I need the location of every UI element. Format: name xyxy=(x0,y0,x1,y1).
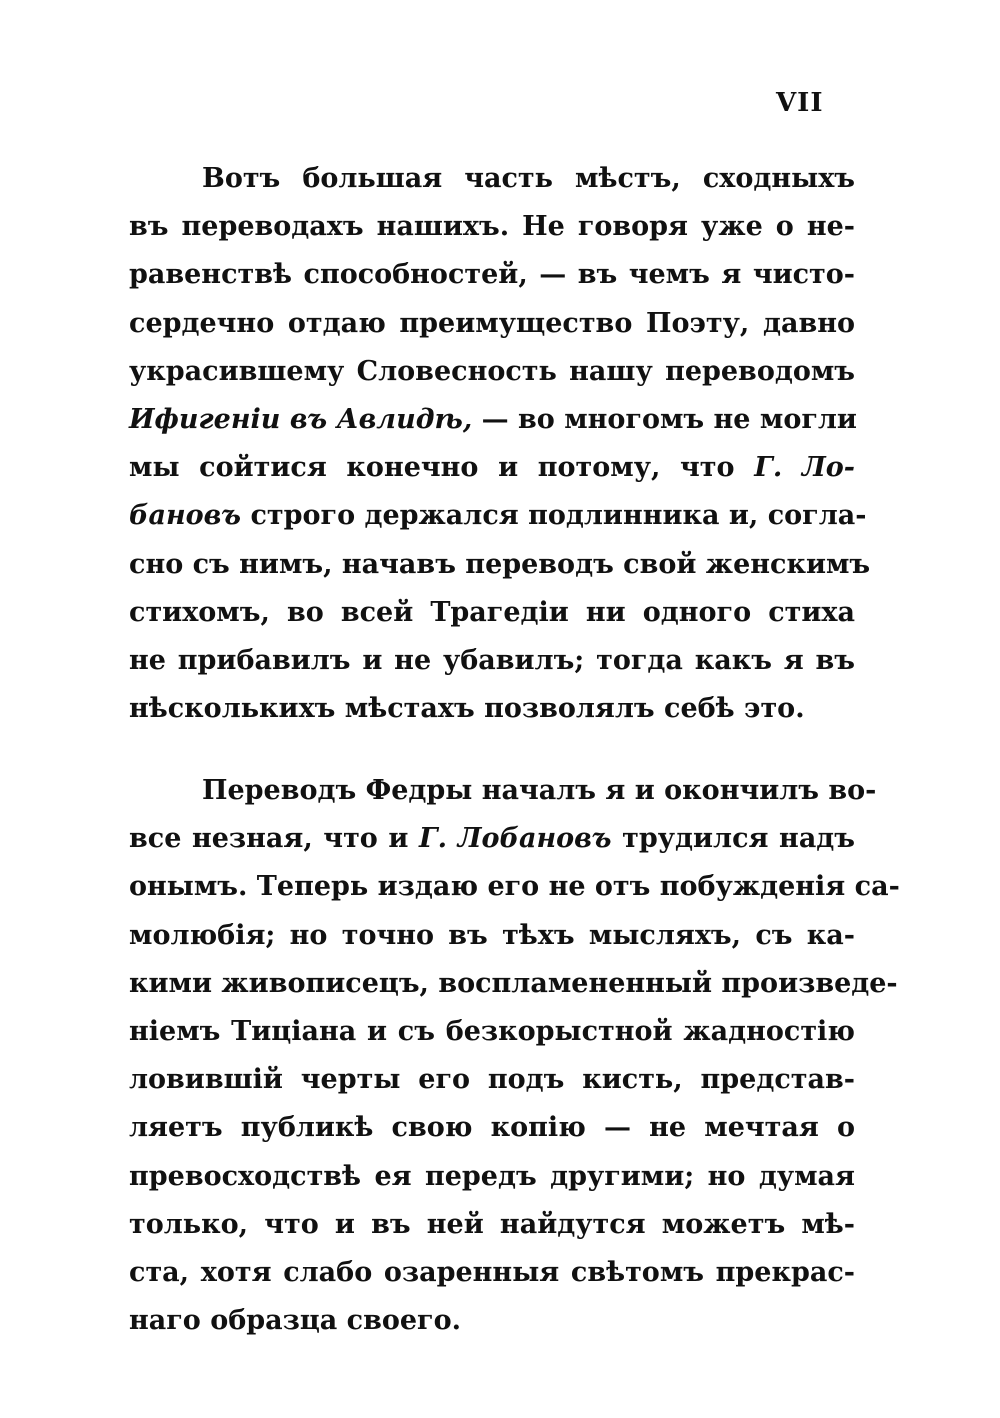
text-line xyxy=(129,301,855,347)
italic-text: Г. Ло- xyxy=(754,452,855,484)
text-segment: сердечно отдаю преимущество Поэту, давно xyxy=(129,307,855,339)
italic-text: бановъ xyxy=(129,500,242,532)
text-segment: Вотъ большая часть мѣстъ, сходныхъ xyxy=(202,163,855,194)
text-line xyxy=(202,768,877,814)
text-line xyxy=(129,1250,855,1296)
page-number: VII xyxy=(776,88,824,118)
text-line xyxy=(129,445,855,491)
text-segment: трудился надъ xyxy=(611,823,856,855)
text-segment: только, что и въ ней найдутся можетъ мѣ- xyxy=(129,1208,855,1240)
text-line xyxy=(129,864,900,910)
text-line xyxy=(129,493,867,539)
italic-text: Г. Лобановъ xyxy=(419,823,612,855)
text-line xyxy=(129,349,855,395)
text-segment: не прибавилъ и не убавилъ; тогда какъ я въ xyxy=(129,645,855,676)
text-segment: ляетъ публикѣ свою копію — не мечтая о xyxy=(129,1112,855,1144)
text-segment: превосходствѣ ея передъ другими; но думая xyxy=(129,1160,855,1192)
text-segment: украсившему Словесность нашу переводомъ xyxy=(129,355,855,387)
text-segment: ста, хотя слабо озаренныя свѣтомъ прекрас- xyxy=(129,1257,855,1288)
text-segment: стихомъ, во всей Трагедіи ни одного стиха xyxy=(129,596,855,628)
text-line xyxy=(129,252,855,298)
text-segment: наго образца своего. xyxy=(129,1305,462,1337)
text-line xyxy=(129,961,898,1007)
text-line xyxy=(129,913,855,959)
text-line xyxy=(129,1298,855,1344)
text-segment: кими живописецъ, воспламененный произведе- xyxy=(129,967,898,999)
text-line xyxy=(129,1009,855,1055)
text-line xyxy=(129,1105,855,1151)
text-line xyxy=(129,686,855,732)
text-segment: равенствѣ способностей, — въ чемъ я чисто- xyxy=(129,259,855,291)
text-line xyxy=(129,590,855,636)
text-line xyxy=(129,542,871,588)
text-line xyxy=(129,1057,855,1103)
text-segment: — во многомъ не могли xyxy=(472,404,857,435)
text-line xyxy=(202,156,855,202)
text-line xyxy=(129,638,855,684)
text-segment: ловившій черты его подъ кисть, представ- xyxy=(129,1064,855,1096)
text-segment: молюбія; но точно въ тѣхъ мысляхъ, съ ка- xyxy=(129,919,855,951)
text-segment: строго держался подлинника и, согла- xyxy=(241,500,867,532)
text-line xyxy=(129,397,855,443)
text-segment: нѣсколькихъ мѣстахъ позволялъ себѣ это. xyxy=(129,693,805,725)
text-segment: все незная, что и xyxy=(129,823,419,855)
text-segment: мы сойтися конечно и потому, что xyxy=(129,452,755,484)
text-line xyxy=(129,204,855,250)
italic-text: Ифигеніи въ Авлидѣ, xyxy=(129,404,473,435)
text-segment: онымъ. Теперь издаю его не отъ побужденія са- xyxy=(129,871,900,903)
text-line xyxy=(129,1202,855,1248)
text-line xyxy=(129,816,855,862)
text-segment: Переводъ Федры началъ я и окончилъ во- xyxy=(202,775,877,806)
text-segment: въ переводахъ нашихъ. Не говоря уже о не- xyxy=(129,211,855,243)
text-segment: сно съ нимъ, начавъ переводъ свой женскимъ xyxy=(129,548,871,580)
text-segment: ніемъ Тиціана и съ безкорыстной жадностію xyxy=(129,1016,855,1047)
text-line xyxy=(129,1154,855,1200)
